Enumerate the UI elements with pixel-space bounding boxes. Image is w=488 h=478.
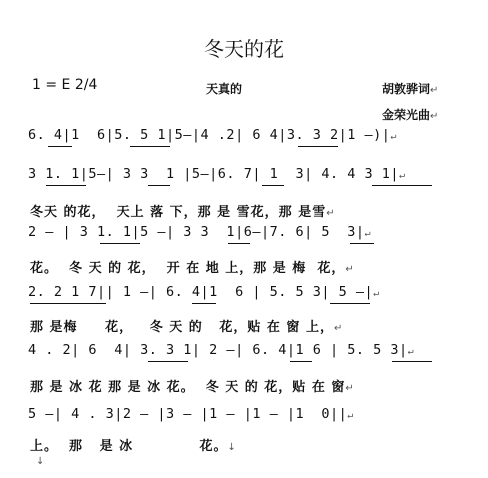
lyric-line-4: 那 是 冰 花 那 是 冰 花。 冬 天 的 花，贴 在 窗↵: [30, 380, 355, 395]
lyric-line-3: 那 是梅 花， 冬 天 的 花，贴 在 窗 上，↵: [30, 320, 344, 335]
end-mark-icon: ↓: [36, 456, 45, 467]
paragraph-mark-icon: ↵: [373, 288, 380, 299]
lyricist-credit: 胡敦骅词↵: [382, 82, 439, 96]
paragraph-mark-icon: ↵: [407, 346, 415, 357]
tempo-mood: 天真的: [206, 82, 243, 96]
beam-underline: [372, 185, 432, 186]
beam-underline: [298, 146, 338, 147]
beam-underline: [330, 303, 370, 304]
beam-underline: [350, 243, 374, 244]
beam-underline: [148, 185, 170, 186]
beam-underline: [228, 243, 250, 244]
beam-underline: [48, 146, 72, 147]
beam-underline: [130, 146, 170, 147]
beam-underline: [262, 185, 284, 186]
paragraph-mark-icon: ↵: [345, 383, 355, 394]
notation-line-6: 5 —| 4 . 3|2 — |3 — |1 — |1 — |1 0||↵: [28, 406, 354, 422]
notation-line-1: 6. 4|1 6|5. 5 1|5—|4 .2| 6 4|3. 3 2|1 —)|↵: [28, 127, 397, 143]
beam-underline: [46, 185, 86, 186]
paragraph-mark-icon: ↵: [390, 131, 397, 142]
beam-underline: [30, 303, 106, 304]
lyric-line-1: 冬天 的花， 天上 落 下，那 是 雪花，那 是雪↵: [30, 205, 336, 220]
notation-line-3: 2 — | 3 1. 1|5 —| 3 3 1|6—|7. 6| 5 3|↵: [28, 224, 372, 240]
paragraph-mark-icon: ↵: [347, 410, 354, 421]
paragraph-mark-icon: ↵: [345, 264, 355, 275]
paragraph-mark-icon: ↵: [430, 111, 439, 122]
notation-line-2: 3 1. 1|5—| 3 3 1 |5—|6. 7| 1 3| 4. 4 3 1|↵: [28, 166, 406, 182]
paragraph-mark-icon: ↵: [364, 228, 372, 239]
composer-credit: 金荣光曲↵: [382, 108, 439, 122]
paragraph-mark-icon: ↵: [326, 208, 336, 219]
notation-line-5: 4 . 2| 6 4| 3. 3 1| 2 —| 6. 4|1 6 | 5. 5 3|↵: [28, 342, 415, 358]
paragraph-mark-icon: ↵: [430, 85, 439, 96]
lyric-line-2: 花。 冬 天 的 花， 开 在 地 上，那 是 梅 花，↵: [30, 261, 355, 276]
key-signature: 1 = E 2/4: [32, 77, 98, 93]
paragraph-mark-icon: ↵: [399, 170, 406, 181]
beam-underline: [290, 361, 312, 362]
lyric-line-5: 上。 那 是 冰 花。↓: [30, 439, 237, 454]
beam-underline: [148, 361, 188, 362]
beam-underline: [192, 303, 216, 304]
paragraph-mark-icon: ↵: [333, 323, 344, 334]
song-title: 冬天的花: [204, 37, 284, 61]
beam-underline: [392, 361, 432, 362]
notation-line-4: 2. 2 1 7|| 1 —| 6. 4|1 6 | 5. 5 3| 5 —|↵: [28, 284, 380, 300]
beam-underline: [100, 243, 140, 244]
end-mark-icon: ↓: [227, 442, 237, 453]
